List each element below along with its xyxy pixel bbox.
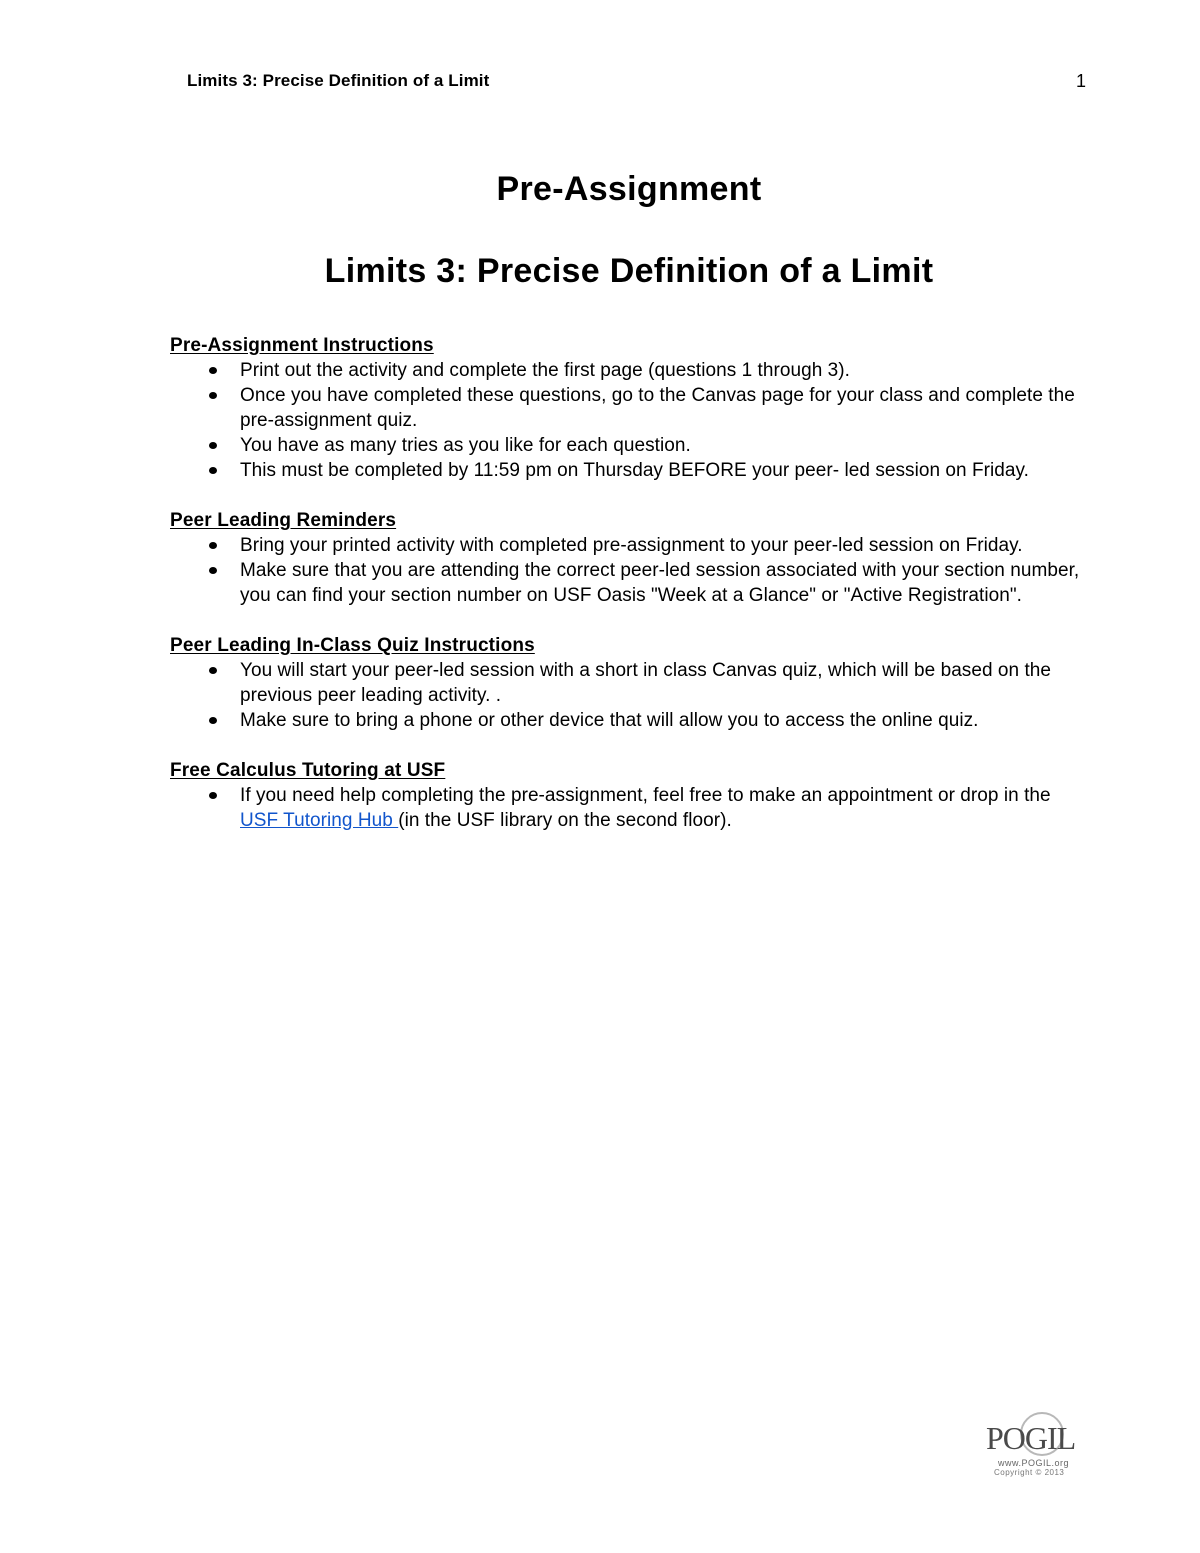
list-item: Print out the activity and complete the first page (questions 1 through 3). <box>170 358 1090 383</box>
page-title: Pre-Assignment <box>496 170 762 208</box>
list-item: This must be completed by 11:59 pm on Thursday BEFORE your peer- led session on Friday. <box>170 458 1090 483</box>
list-item: Make sure to bring a phone or other device that will allow you to access the online quiz. <box>170 708 1090 733</box>
list-item: You will start your peer-led session with a short in class Canvas quiz, which will be based on the previous peer leading activity. . <box>170 658 1090 708</box>
pogil-logo <box>982 1410 1092 1480</box>
bullet-icon <box>209 567 217 574</box>
list-item: Make sure that you are attending the correct peer-led session associated with your section number, you can find your section number on USF Oasis "Week at a Glance" or "Active Registration". <box>170 558 1090 608</box>
section-heading: Free Calculus Tutoring at USF <box>170 760 446 781</box>
bullet-icon <box>209 667 217 674</box>
bullet-list <box>170 783 1090 833</box>
bullet-icon <box>209 392 217 399</box>
bullet-list <box>170 658 1090 733</box>
list-item: You have as many tries as you like for each question. <box>170 433 1090 458</box>
bullet-icon <box>209 792 217 799</box>
list-item: If you need help completing the pre-assignment, feel free to make an appointment or drop in the USF Tutoring Hub (in the USF library on the second floor). <box>170 783 1090 833</box>
bullet-icon <box>209 467 217 474</box>
page-subtitle: Limits 3: Precise Definition of a Limit <box>324 252 934 290</box>
section-heading: Pre-Assignment Instructions <box>170 335 434 356</box>
pre-assignment-section <box>170 333 1090 483</box>
bullet-icon <box>209 442 217 449</box>
section-heading: Peer Leading In-Class Quiz Instructions <box>170 635 535 656</box>
logo-text: POGIL <box>986 1420 1076 1456</box>
tutoring-hub-link[interactable]: USF Tutoring Hub <box>240 810 399 831</box>
section-heading: Peer Leading Reminders <box>170 510 397 531</box>
bullet-icon <box>209 717 217 724</box>
bullet-icon <box>209 542 217 549</box>
logo-url: www.POGIL.org <box>998 1458 1070 1468</box>
page-number: 1 <box>1076 71 1087 91</box>
logo-copyright: Copyright © 2013 <box>994 1468 1065 1477</box>
list-item: Bring your printed activity with completed pre-assignment to your peer-led session on Friday. <box>170 533 1090 558</box>
bullet-icon <box>209 367 217 374</box>
document-body <box>170 333 1090 858</box>
list-item: Once you have completed these questions, go to the Canvas page for your class and complete the pre-assignment quiz. <box>170 383 1090 433</box>
quiz-instructions-section <box>170 633 1090 733</box>
bullet-list <box>170 358 1090 483</box>
peer-reminders-section <box>170 508 1090 608</box>
bullet-list <box>170 533 1090 608</box>
header-title: Limits 3: Precise Definition of a Limit <box>187 71 490 90</box>
tutoring-section <box>170 758 1090 833</box>
